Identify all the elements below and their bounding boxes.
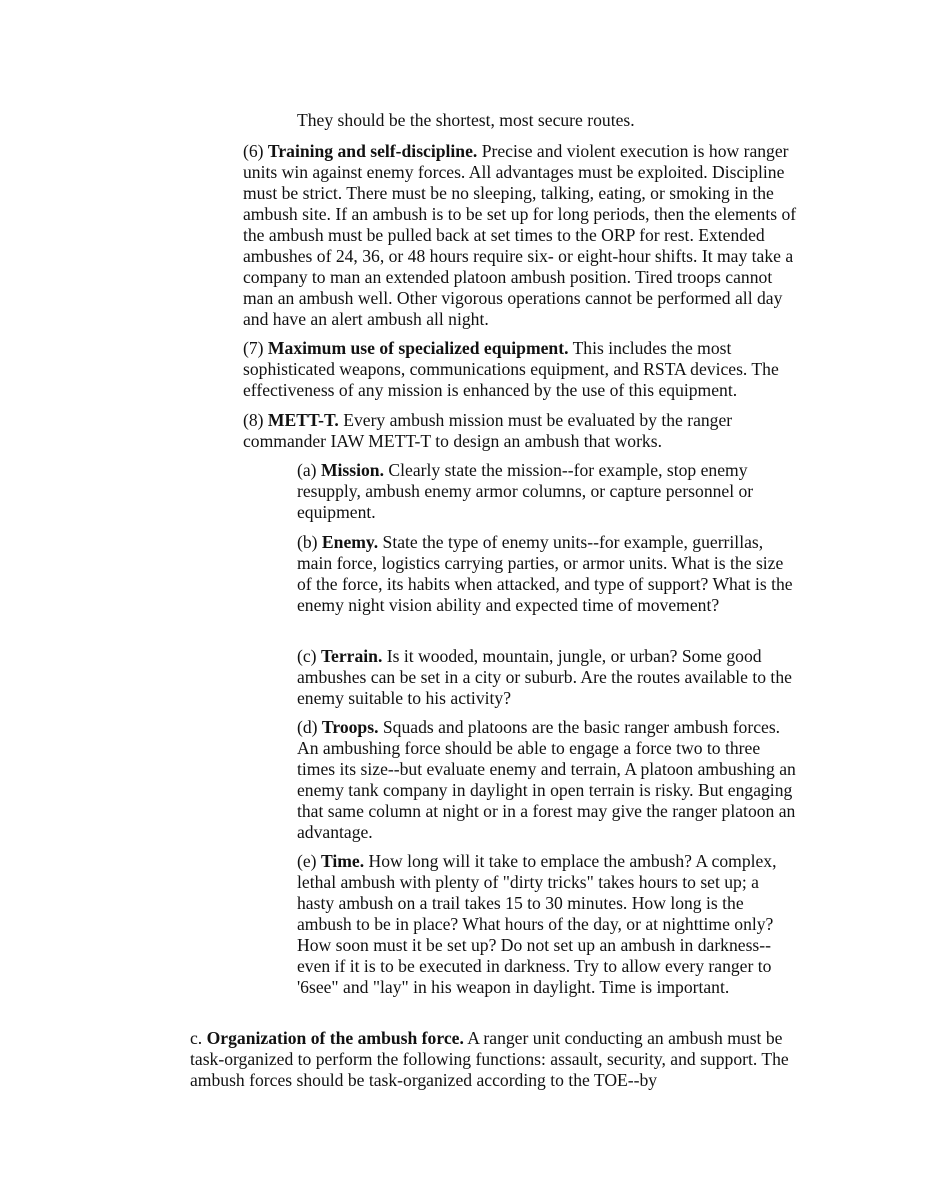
subitem-b-enemy <box>297 532 797 616</box>
subitem-body: How long will it take to emplace the ambush? A complex, lethal ambush with plenty of "dirty tricks" takes hours to set up; a hasty ambush on a trail takes 15 to 30 minutes. How long is the ambush to be in place? What hours of the day, or at nighttime only? How soon must it be set up? Do not set up an ambush in darkness--even if it is to be executed in darkness. Try to allow every ranger to '6see" and "lay" in his weapon in daylight. Time is important. <box>297 851 777 997</box>
subitem-d-troops <box>297 717 797 843</box>
subitem-body: Clearly state the mission--for example, stop enemy resupply, ambush enemy armor columns, or capture personnel or equipment. <box>297 460 754 522</box>
subitem-c-terrain <box>297 646 797 709</box>
subitem-number: (b) <box>297 532 318 552</box>
subitem-body: State the type of enemy units--for example, guerrillas, main force, logistics carrying parties, or armor units. What is the size of the force, its habits when attacked, and type of support? What is the enemy night vision ability and expected time of movement? <box>297 532 793 615</box>
subitem-heading: Enemy. <box>321 532 379 552</box>
subitem-heading: Terrain. <box>320 646 383 666</box>
subitem-a-mission <box>297 460 797 523</box>
item-7-specialized-equipment <box>243 338 803 401</box>
item-8-mett-t <box>243 410 803 452</box>
subitem-heading: Troops. <box>321 717 379 737</box>
item-number: (6) <box>243 141 264 161</box>
section-body: A ranger unit conducting an ambush must be task-organized to perform the following functions: assault, security, and support. The ambush forces should be task-organized according to the TOE--by <box>190 1028 789 1090</box>
item-body: Every ambush mission must be evaluated by the ranger commander IAW METT-T to design an ambush that works. <box>243 410 733 451</box>
subitem-number: (c) <box>297 646 317 666</box>
item-heading: Maximum use of specialized equipment. <box>267 338 569 358</box>
item-number: (8) <box>243 410 264 430</box>
subitem-heading: Mission. <box>320 460 384 480</box>
item-body: This includes the most sophisticated weapons, communications equipment, and RSTA devices. The effectiveness of any mission is enhanced by the use of this equipment. <box>243 338 779 400</box>
subitem-number: (e) <box>297 851 317 871</box>
subitem-body: Squads and platoons are the basic ranger ambush forces. An ambushing force should be able to engage a force two to three times its size--but evaluate enemy and terrain, A platoon ambushing an enemy tank company in daylight in open terrain is risky. But engaging that same column at night or in a forest may give the ranger platoon an advantage. <box>297 717 796 842</box>
subitem-heading: Time. <box>320 851 365 871</box>
item-body: Precise and violent execution is how ranger units win against enemy forces. All advantages must be exploited. Discipline must be strict. There must be no sleeping, talking, eating, or smoking in the ambush site. If an ambush is to be set up for long periods, then the elements of the ambush must be pulled back at set times to the ORP for rest. Extended ambushes of 24, 36, or 48 hours require six- or eight-hour shifts. It may take a company to man an extended platoon ambush position. Tired troops cannot man an ambush well. Other vigorous operations cannot be performed all day and have an alert ambush all night. <box>243 141 797 329</box>
subitem-e-time <box>297 851 797 998</box>
subitem-body: Is it wooded, mountain, jungle, or urban? Some good ambushes can be set in a city or suburb. Are the routes available to the enemy suitable to his activity? <box>297 646 792 708</box>
item-number: (7) <box>243 338 264 358</box>
item-heading: METT-T. <box>267 410 339 430</box>
item-6-training-self-discipline <box>243 141 803 330</box>
subitem-number: (a) <box>297 460 317 480</box>
item-heading: Training and self-discipline. <box>267 141 478 161</box>
continuation-text: They should be the shortest, most secure routes. <box>297 110 635 130</box>
section-heading: Organization of the ambush force. <box>206 1028 464 1048</box>
subitem-number: (d) <box>297 717 318 737</box>
section-c-organization <box>190 1028 805 1091</box>
section-number: c. <box>190 1028 203 1048</box>
